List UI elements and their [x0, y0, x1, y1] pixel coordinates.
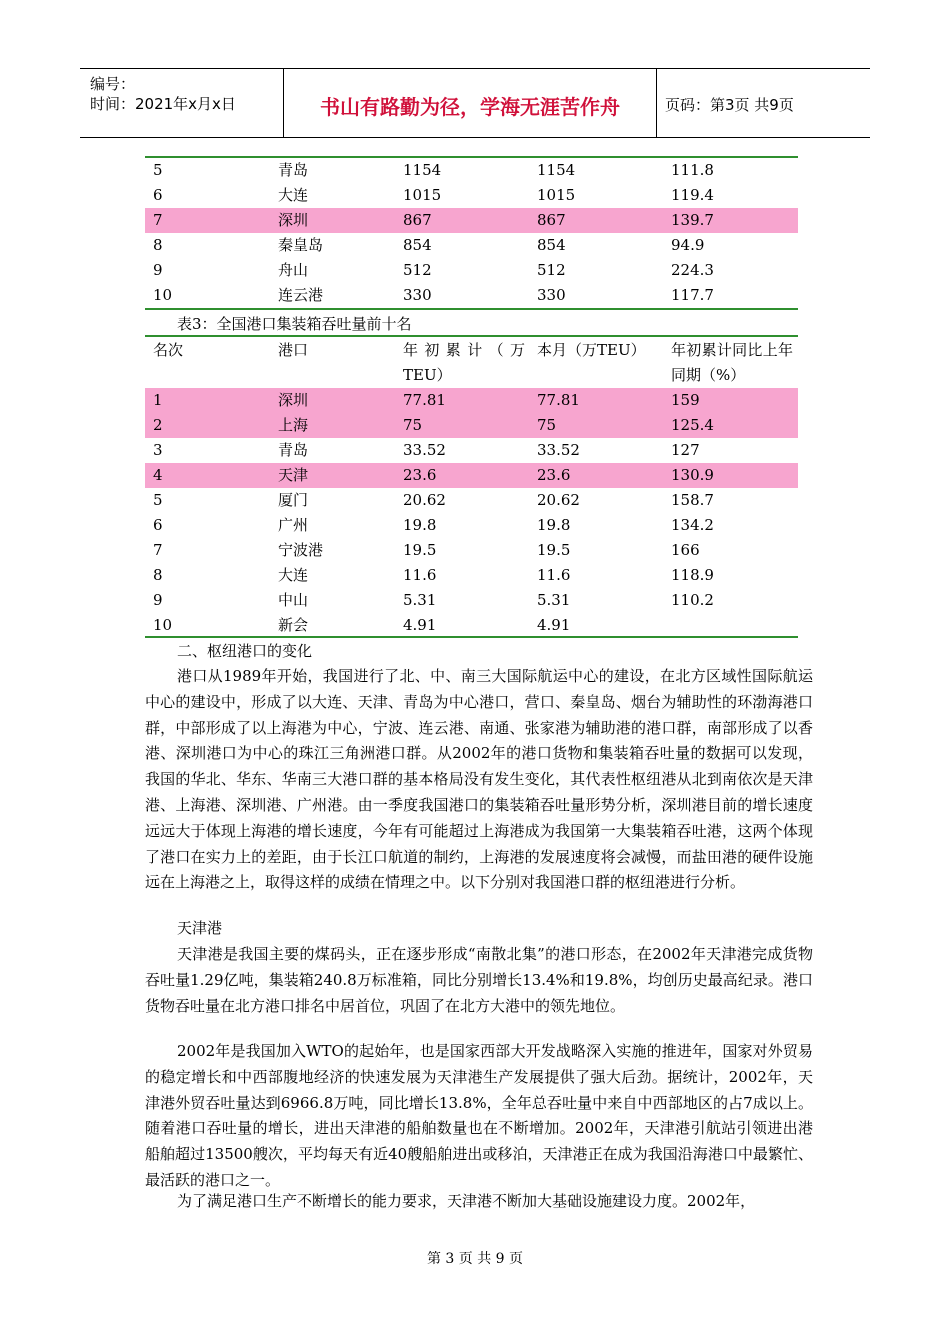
- header-meta-cell: [80, 69, 284, 137]
- section-heading: 二、枢纽港口的变化: [177, 642, 313, 660]
- table-row: [145, 158, 798, 183]
- month-cell: 77.81: [537, 391, 580, 409]
- table-row: [145, 463, 798, 488]
- port-cell: 广州: [278, 516, 309, 534]
- header-rank: 名次: [153, 341, 184, 359]
- month-cell: 854: [537, 236, 566, 254]
- port-cell: 连云港: [278, 286, 324, 304]
- yoy-cell: 166: [671, 541, 700, 559]
- ytd-cell: 512: [403, 261, 432, 279]
- month-cell: 75: [537, 416, 557, 434]
- yoy-cell: 125.4: [671, 416, 714, 434]
- table-row: [145, 613, 798, 638]
- month-cell: 23.6: [537, 466, 571, 484]
- yoy-cell: 224.3: [671, 261, 714, 279]
- rank-cell: 1: [153, 391, 163, 409]
- motto: 书山有路勤为径，学海无涯苦作舟: [320, 95, 620, 119]
- ytd-cell: 75: [403, 416, 423, 434]
- ytd-cell: 19.5: [403, 541, 437, 559]
- page-info: 页码：第3页 共9页: [665, 96, 794, 114]
- paragraph-4: 为了满足港口生产不断增长的能力要求，天津港不断加大基础设施建设力度。2002年，: [177, 1192, 756, 1210]
- port-cell: 中山: [278, 591, 309, 609]
- ytd-cell: 20.62: [403, 491, 446, 509]
- ytd-cell: 11.6: [403, 566, 437, 584]
- port-cell: 大连: [278, 566, 309, 584]
- rank-cell: 7: [153, 541, 163, 559]
- port-cell: 秦皇岛: [278, 236, 324, 254]
- port-cell: 深圳: [278, 211, 309, 229]
- yoy-cell: 130.9: [671, 466, 714, 484]
- table-row: [145, 413, 798, 438]
- rank-cell: 8: [153, 566, 163, 584]
- ytd-cell: 23.6: [403, 466, 437, 484]
- ytd-cell: 5.31: [403, 591, 437, 609]
- page-footer: 第 3 页 共 9 页: [426, 1251, 524, 1267]
- table-row: [145, 233, 798, 258]
- month-cell: 20.62: [537, 491, 580, 509]
- header-month: 本月（万TEU）: [537, 341, 646, 359]
- port-cell: 深圳: [278, 391, 309, 409]
- month-cell: 330: [537, 286, 566, 304]
- ytd-cell: 1015: [403, 186, 442, 204]
- header-motto-cell: [284, 69, 657, 137]
- yoy-cell: 119.4: [671, 186, 714, 204]
- rank-cell: 5: [153, 161, 163, 179]
- ytd-cell: 77.81: [403, 391, 446, 409]
- month-cell: 512: [537, 261, 566, 279]
- ytd-cell: 19.8: [403, 516, 437, 534]
- table-row: [145, 208, 798, 233]
- ytd-cell: 33.52: [403, 441, 446, 459]
- month-cell: 33.52: [537, 441, 580, 459]
- month-cell: 867: [537, 211, 566, 229]
- month-cell: 19.8: [537, 516, 571, 534]
- yoy-cell: 111.8: [671, 161, 714, 179]
- ytd-cell: 867: [403, 211, 432, 229]
- rank-cell: 4: [153, 466, 163, 484]
- header-ytd: 年初累计（万TEU）: [403, 341, 525, 384]
- yoy-cell: 139.7: [671, 211, 714, 229]
- port-cell: 青岛: [278, 441, 309, 459]
- paragraph-1: 港口从1989年开始，我国进行了北、中、南三大国际航运中心的建设，在北方区域性国际航运中心的建设中，形成了以大连、天津、青岛为中心港口，营口、秦皇岛、烟台为辅助性的环渤海港口群，中部形成了以上海港为中心，宁波、连云港、南通、张家港为辅助港的港口群，南部形成了以香港、深圳港口为中心的珠江三角洲港口群。从2002年的港口货物和集装箱吞吐量的数据可以发现，我国的华北、华东、华南三大港口群的基本格局没有发生变化，其代表性枢纽港从北到南依次是天津港、上海港、深圳港、广州港。由一季度我国港口的集装箱吞吐量形势分析，深圳港目前的增长速度远远大于体现上海港的增长速度，今年有可能超过上海港成为我国第一大集装箱吞吐港，这两个体现了港口在实力上的差距，由于长江口航道的制约，上海港的发展速度将会减慢，而盐田港的硬件设施远在上海港之上，取得这样的成绩在情理之中。以下分别对我国港口群的枢纽港进行分析。: [145, 667, 813, 892]
- ytd-cell: 1154: [403, 161, 442, 179]
- yoy-cell: 118.9: [671, 566, 714, 584]
- rank-cell: 9: [153, 261, 163, 279]
- port-cell: 厦门: [278, 491, 309, 509]
- serial-label: 编号：: [90, 75, 136, 93]
- port-cell: 大连: [278, 186, 309, 204]
- month-cell: 19.5: [537, 541, 571, 559]
- yoy-cell: 159: [671, 391, 700, 409]
- table-row: [145, 283, 798, 308]
- rank-cell: 8: [153, 236, 163, 254]
- table-bottom-rule: [145, 308, 798, 310]
- header-port: 港口: [278, 341, 309, 359]
- time-label: 时间：2021年x月x日: [90, 95, 236, 113]
- rank-cell: 9: [153, 591, 163, 609]
- port-cell: 青岛: [278, 161, 309, 179]
- month-cell: 1154: [537, 161, 576, 179]
- month-cell: 5.31: [537, 591, 571, 609]
- month-cell: 4.91: [537, 616, 571, 634]
- page-header: [80, 68, 870, 138]
- rank-cell: 10: [153, 616, 173, 634]
- yoy-cell: 94.9: [671, 236, 705, 254]
- header-yoy: 年初累计同比上年同期（%）: [671, 341, 793, 384]
- table-row: [145, 388, 798, 413]
- rank-cell: 5: [153, 491, 163, 509]
- yoy-cell: 127: [671, 441, 700, 459]
- sub-heading: 天津港: [177, 919, 223, 937]
- month-cell: 11.6: [537, 566, 571, 584]
- table-row: [145, 258, 798, 283]
- ytd-cell: 4.91: [403, 616, 437, 634]
- table-row: [145, 538, 798, 563]
- table3-caption: 表3：全国港口集装箱吞吐量前十名: [177, 315, 412, 333]
- port-cell: 舟山: [278, 261, 309, 279]
- rank-cell: 10: [153, 286, 173, 304]
- header-page-cell: [657, 69, 870, 137]
- rank-cell: 6: [153, 516, 163, 534]
- rank-cell: 7: [153, 211, 163, 229]
- port-cell: 上海: [278, 416, 309, 434]
- yoy-cell: 117.7: [671, 286, 714, 304]
- table-row: [145, 588, 798, 613]
- table-row: [145, 513, 798, 538]
- rank-cell: 2: [153, 416, 163, 434]
- port-cell: 宁波港: [278, 541, 324, 559]
- table3-top-rule: [145, 335, 798, 337]
- table-row: [145, 488, 798, 513]
- table-row: [145, 563, 798, 588]
- ytd-cell: 854: [403, 236, 432, 254]
- month-cell: 1015: [537, 186, 576, 204]
- paragraph-2: 天津港是我国主要的煤码头，正在逐步形成“南散北集”的港口形态，在2002年天津港完成货物吞吐量1.29亿吨，集装箱240.8万标准箱，同比分别增长13.4%和19.8%，均创历史最高纪录。港口货物吞吐量在北方港口排名中居首位，巩固了在北方大港中的领先地位。: [145, 945, 813, 1015]
- yoy-cell: 134.2: [671, 516, 714, 534]
- yoy-cell: 110.2: [671, 591, 714, 609]
- port-cell: 天津: [278, 466, 309, 484]
- ytd-cell: 330: [403, 286, 432, 304]
- yoy-cell: 158.7: [671, 491, 714, 509]
- table3-bottom-rule: [145, 636, 798, 638]
- table-row: [145, 183, 798, 208]
- paragraph-3: 2002年是我国加入WTO的起始年，也是国家西部大开发战略深入实施的推进年，国家对外贸易的稳定增长和中西部腹地经济的快速发展为天津港生产发展提供了强大后劲。据统计，2002年，天津港外贸吞吐量达到6966.8万吨，同比增长13.8%，全年总吞吐量中来自中西部地区的占7成以上。随着港口吞吐量的增长，进出天津港的船舶数量也在不断增加。2002年，天津港引航站引领进出港船舶超过13500艘次，平均每天有近40艘船舶进出或移泊，天津港正在成为我国沿海港口中最繁忙、最活跃的港口之一。: [145, 1042, 813, 1189]
- table3-body: [145, 388, 798, 638]
- rank-cell: 3: [153, 441, 163, 459]
- cargo-table-continued: [145, 158, 798, 308]
- port-cell: 新会: [278, 616, 309, 634]
- table-row: [145, 438, 798, 463]
- table3-header-row: [145, 338, 798, 388]
- rank-cell: 6: [153, 186, 163, 204]
- container-table: [145, 338, 798, 638]
